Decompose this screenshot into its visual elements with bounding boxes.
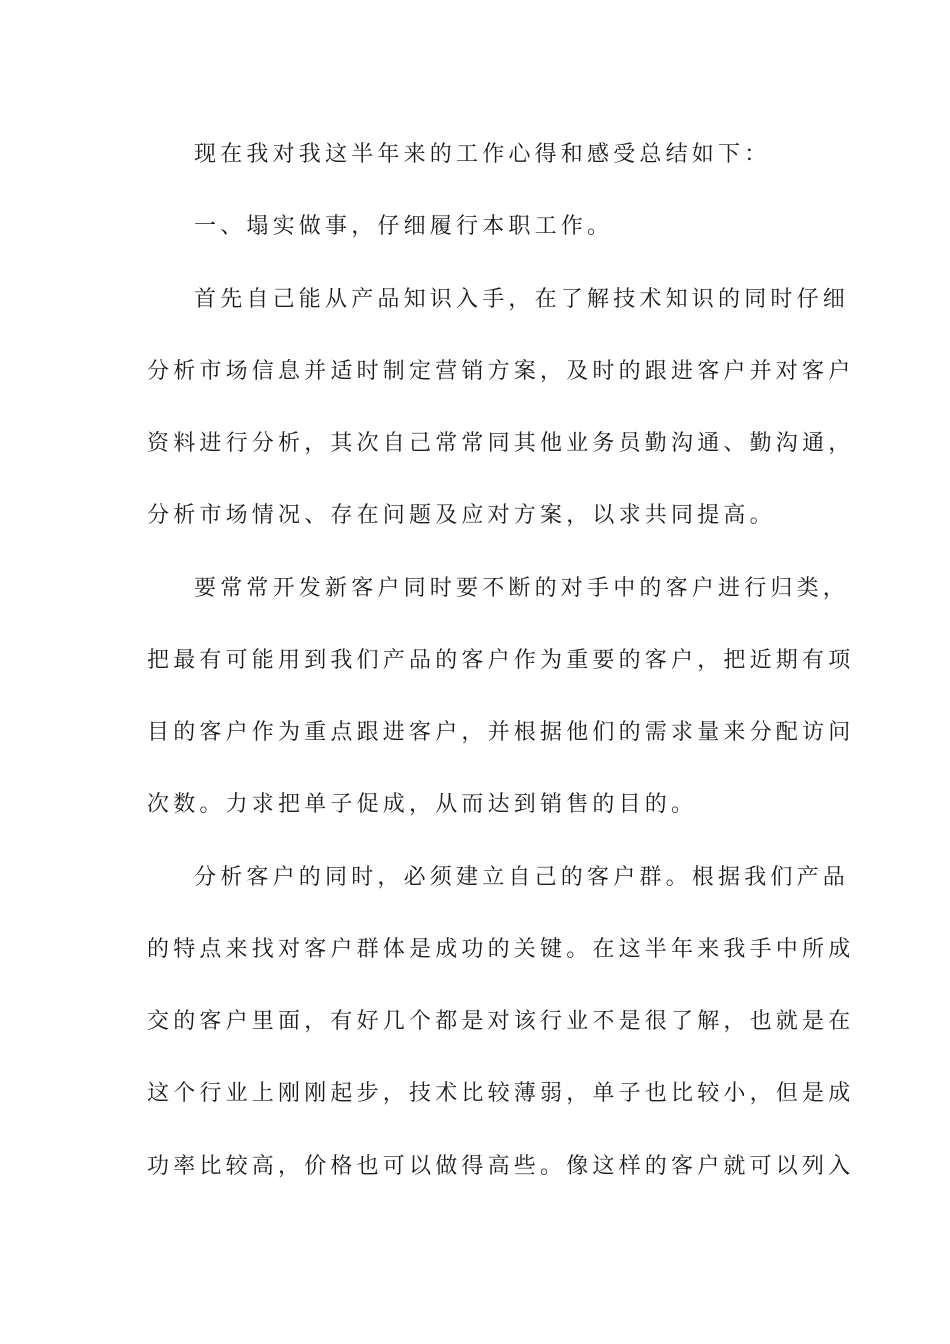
paragraph-line: 目的客户作为重点跟进客户，并根据他们的需求量来分配访问 [147,720,855,745]
paragraph-line: 这个行业上刚刚起步，技术比较薄弱，单子也比较小，但是成 [147,1081,855,1106]
paragraph-line: 分析客户的同时，必须建立自己的客户群。根据我们产品 [194,865,850,890]
paragraph-line: 功率比较高，价格也可以做得高些。像这样的客户就可以列入 [147,1154,855,1179]
paragraph-line: 次数。力求把单子促成，从而达到销售的目的。 [147,792,698,817]
paragraph-line: 把最有可能用到我们产品的客户作为重要的客户，把近期有项 [147,648,855,673]
paragraph-line: 分析市场信息并适时制定营销方案，及时的跟进客户并对客户 [147,359,855,384]
paragraph-line: 资料进行分析，其次自己常常同其他业务员勤沟通、勤沟通， [147,431,855,456]
paragraph-line: 交的客户里面，有好几个都是对该行业不是很了解，也就是在 [147,1009,855,1034]
paragraph-line: 的特点来找对客户群体是成功的关键。在这半年来我手中所成 [147,937,855,962]
section-heading: 一、塌实做事，仔细履行本职工作。 [194,214,614,239]
paragraph-line: 要常常开发新客户同时要不断的对手中的客户进行归类， [194,576,850,601]
paragraph-line: 现在我对我这半年来的工作心得和感受总结如下： [194,142,771,167]
paragraph-line: 首先自己能从产品知识入手，在了解技术知识的同时仔细 [194,287,850,312]
paragraph-line: 分析市场情况、存在问题及应对方案，以求共同提高。 [147,503,776,528]
